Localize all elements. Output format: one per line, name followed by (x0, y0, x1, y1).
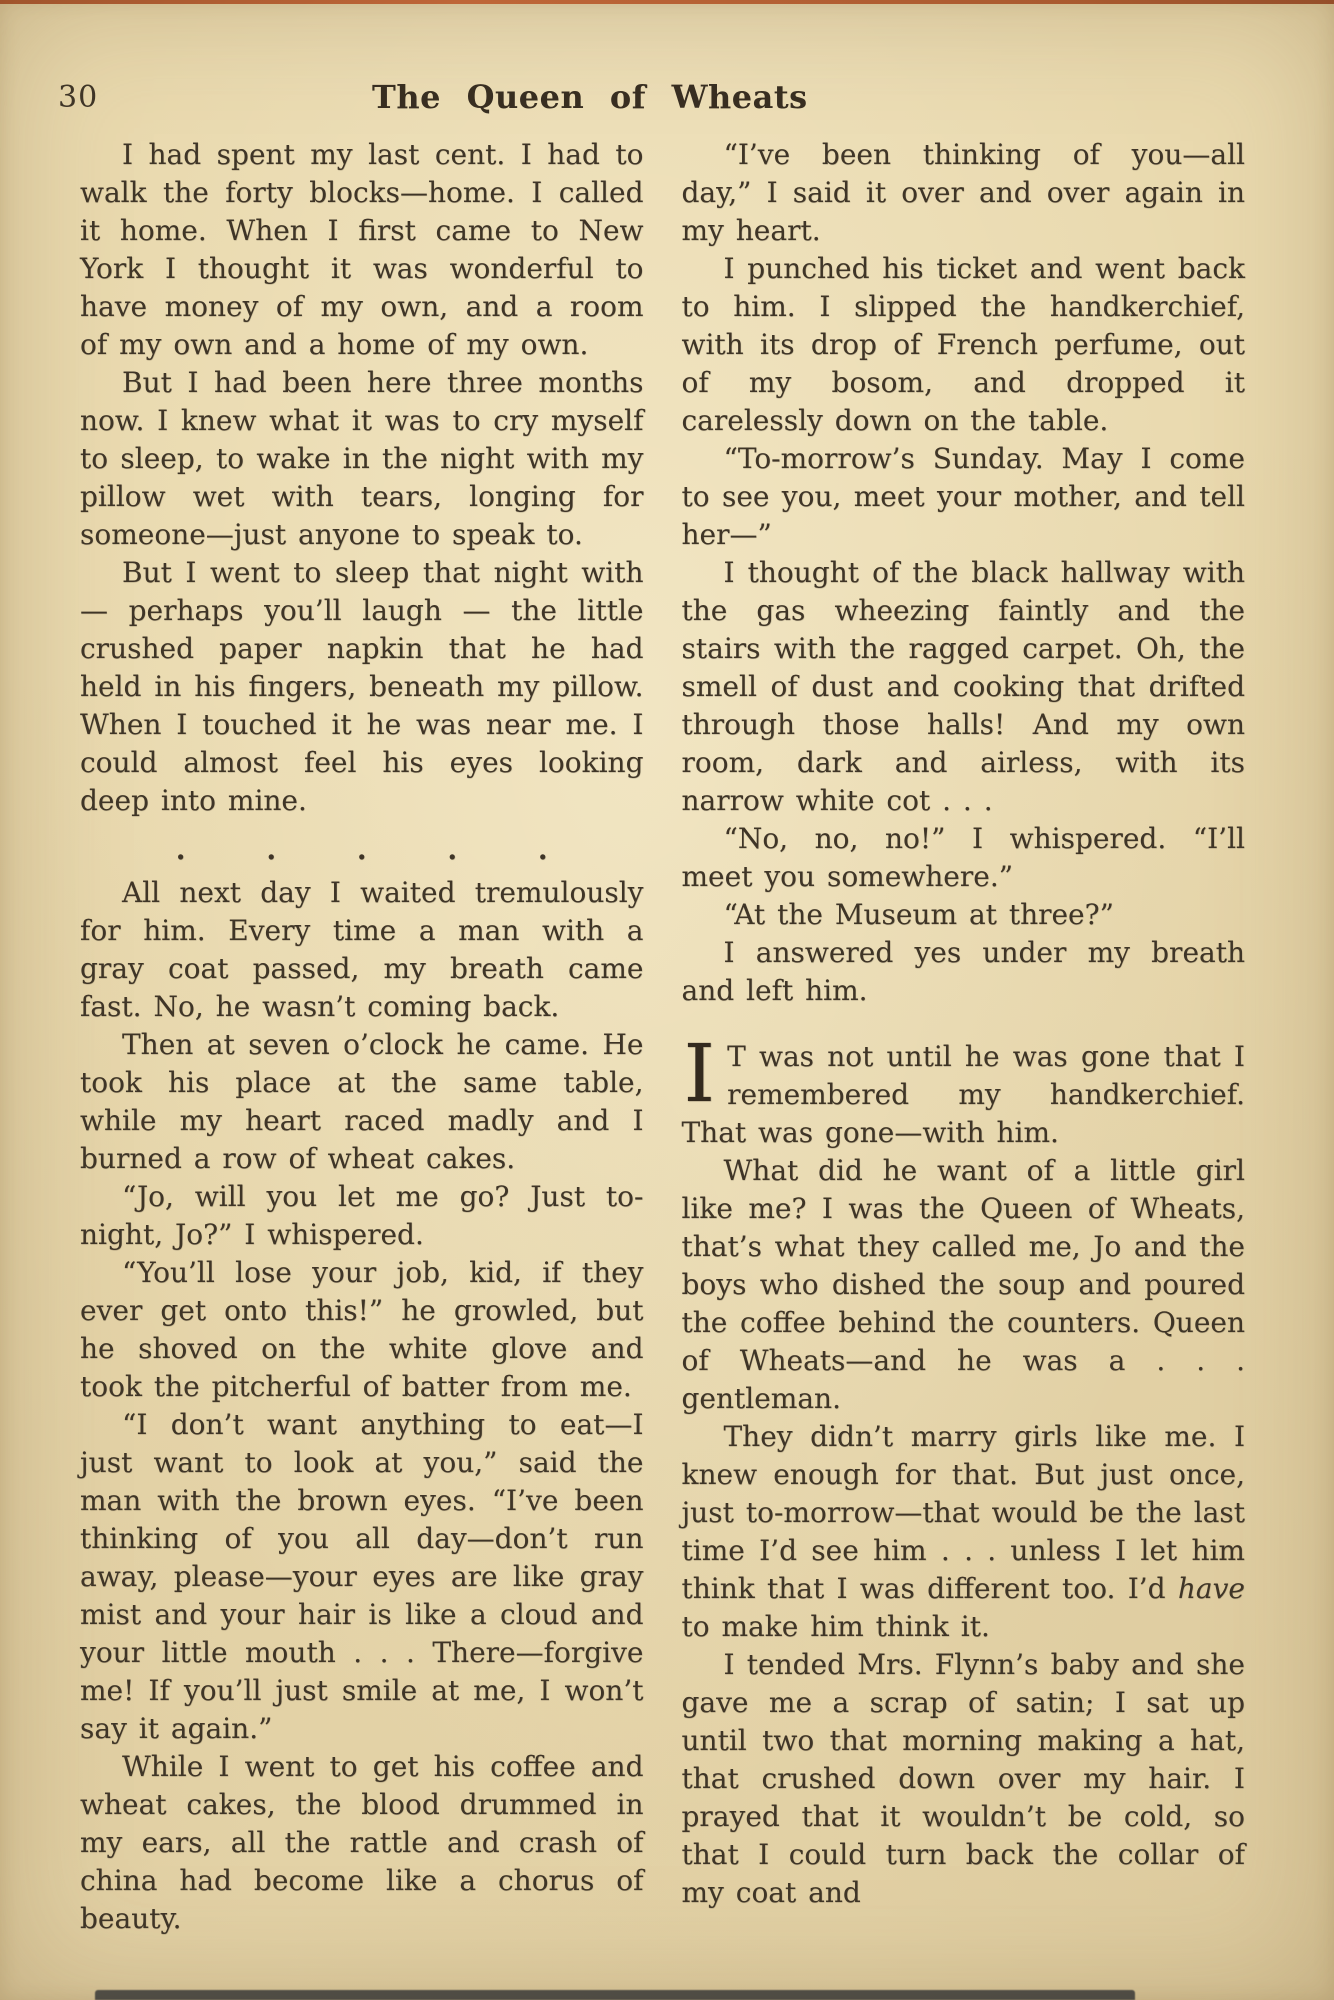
drop-cap-letter: I (683, 1027, 716, 1120)
scan-top-edge-line (0, 0, 1334, 4)
paragraph: While I went to get his coffee and wheat cakes, the blood drummed in my ears, all the rattle and crash of china had become like a chorus of beauty. (80, 1750, 644, 1935)
paragraph: They didn’t marry girls like me. I knew enough for that. But just once, just to-morrow—that would be the last time I’d see him . . . unless I let him think that I was different too. I’d have to make him think it. (681, 1420, 1245, 1643)
paragraph: “I don’t want anything to eat—I just want to look at you,” said the man with the brown eyes. “I’ve been thinking of you all day—don’t run away, please—your eyes are like gray mist and your hair is like a cloud and your little mouth . . . There—forgive me! If you’ll just smile at me, I won’t say it again.” (80, 1408, 644, 1745)
paragraph: I answered yes under my breath and left him. (681, 936, 1245, 1007)
section-separator-dots: . . . . . (175, 833, 548, 866)
paragraph: What did he want of a little girl like me? I was the Queen of Wheats, that’s what they called me, Jo and the boys who dished the soup and poured the coffee behind the counters. Queen of Wheats—and he was a . . . gentleman. (681, 1154, 1245, 1415)
paragraph: “To-morrow’s Sunday. May I come to see you, meet your mother, and tell her—” (681, 442, 1245, 551)
paragraph-dropcap: I T was not until he was gone that I remembered my handkerchief. That was gone—with him. (681, 1027, 1245, 1149)
paragraph: “I’ve been thinking of you—all day,” I said it over and over again in my heart. (681, 138, 1245, 247)
text-columns (80, 136, 1245, 1986)
paragraph: “You’ll lose your job, kid, if they ever get onto this!” he growled, but he shoved on the white glove and took the pitcherful of batter from me. (80, 1256, 644, 1403)
running-head (0, 78, 1334, 122)
paragraph: I had spent my last cent. I had to walk the forty blocks—home. I called it home. When I first came to New York I thought it was wonderful to have money of my own, and a room of my own and a home of my own. (80, 138, 644, 361)
paragraph: “Jo, will you let me go? Just to-night, Jo?” I whispered. (80, 1180, 644, 1251)
page-title: The Queen of Wheats (372, 78, 808, 116)
paragraph: I tended Mrs. Flynn’s baby and she gave me a scrap of satin; I sat up until two that morning making a hat, that crushed down over my hair. I prayed that it wouldn’t be cold, so that I could turn back the collar of my coat and (681, 1648, 1245, 1909)
scan-artifact-bar (95, 1990, 1135, 2000)
paragraph: But I had been here three months now. I knew what it was to cry myself to sleep, to wake in the night with my pillow wet with tears, longing for someone—just anyone to speak to. (80, 366, 644, 551)
paragraph: “No, no, no!” I whispered. “I’ll meet you somewhere.” (681, 822, 1245, 893)
paragraph: I thought of the black hallway with the gas wheezing faintly and the stairs with the ragged carpet. Oh, the smell of dust and cooking that drifted through those halls! And my own room, dark and airless, with its narrow white cot . . . (681, 556, 1245, 817)
paragraph: “At the Museum at three?” (723, 898, 1114, 931)
paragraph: I punched his ticket and went back to him. I slipped the handkerchief, with its drop of French perfume, out of my bosom, and dropped it carelessly down on the table. (681, 252, 1245, 437)
left-column (80, 136, 644, 1986)
paragraph: But I went to sleep that night with — perhaps you’ll laugh — the little crushed paper napkin that he had held in his fingers, beneath my pillow. When I touched it he was near me. I could almost feel his eyes looking deep into mine. (80, 556, 644, 817)
right-column (682, 136, 1246, 1986)
paragraph: All next day I waited tremulously for him. Every time a man with a gray coat passed, my breath came fast. No, he wasn’t coming back. (80, 876, 644, 1023)
paragraph: Then at seven o’clock he came. He took his place at the same table, while my heart raced madly and I burned a row of wheat cakes. (80, 1028, 644, 1175)
page-number: 30 (58, 80, 99, 115)
